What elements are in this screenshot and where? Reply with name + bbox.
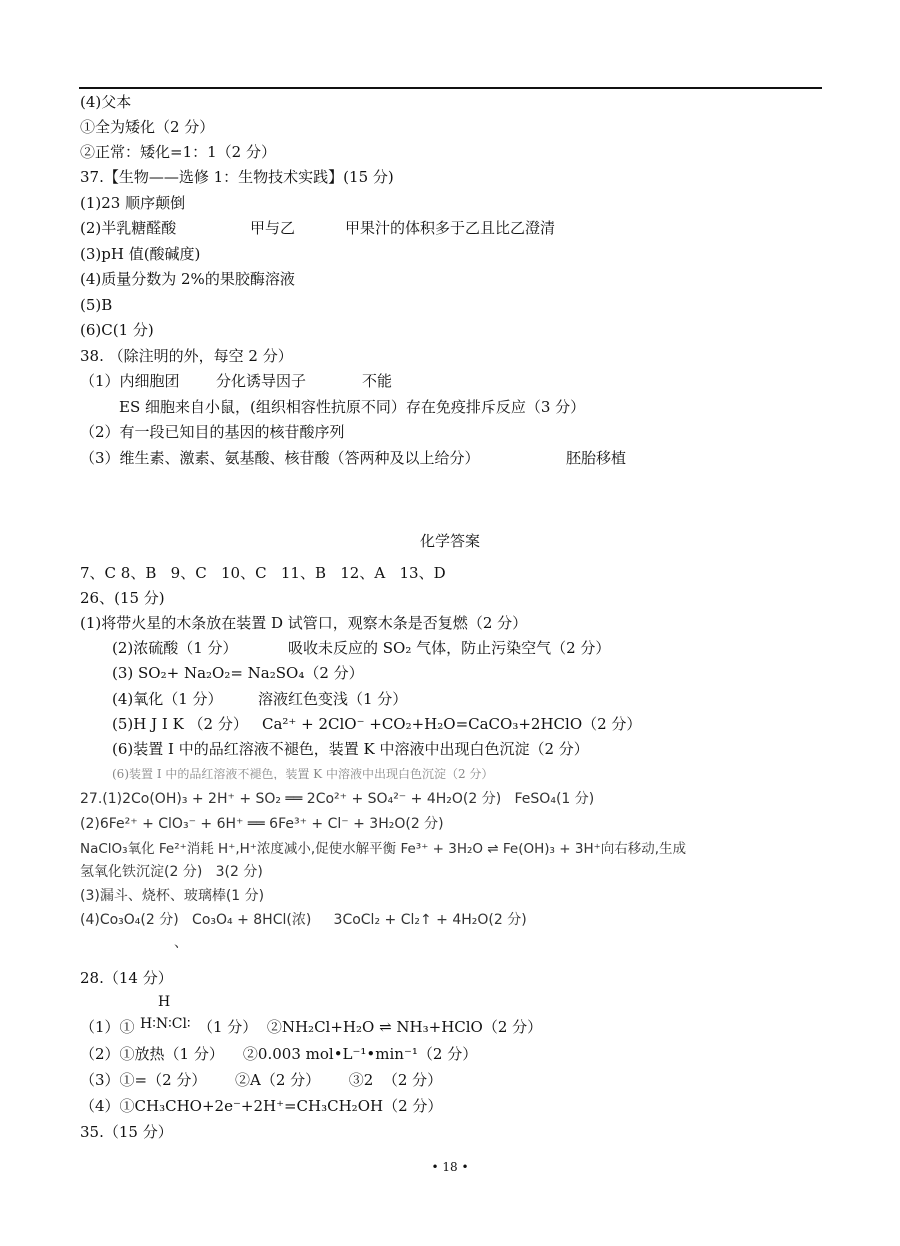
bio-q37-6: (6)C(1 分)	[80, 321, 154, 339]
bio-line-all-dwarf: ①全为矮化（2 分）	[80, 118, 215, 136]
bio-q37-2c: 甲果汁的体积多于乙且比乙澄清	[345, 219, 556, 237]
bio-q37-2b: 甲与乙	[250, 219, 296, 237]
bio-q38-3b: 胚胎移植	[566, 449, 627, 467]
chem-q27-5: (3)漏斗、烧杯、玻璃棒(1 分)	[80, 888, 265, 904]
chem-q28-lewis-top-h: H	[158, 994, 171, 1010]
header-rule	[79, 87, 822, 89]
bio-q38-1d: ES 细胞来自小鼠，(组织相容性抗原不同）存在免疫排斥反应（3 分）	[119, 398, 586, 416]
page-number: • 18 •	[431, 1160, 469, 1174]
chem-q28-1b: （1 分） ②NH₂Cl+H₂O ⇌ NH₃+HClO（2 分）	[198, 1018, 543, 1036]
bio-q37-4: (4)质量分数为 2%的果胶酶溶液	[80, 270, 295, 288]
bio-q38-1a: （1）内细胞团	[80, 372, 180, 390]
chem-q26-3: (3) SO₂+ Na₂O₂= Na₂SO₄（2 分）	[112, 664, 364, 682]
chem-q28-2: （2）①放热（1 分） ②0.003 mol•L⁻¹•min⁻¹（2 分）	[80, 1045, 478, 1063]
bio-q37-heading: 37.【生物——选修 1：生物技术实践】(15 分)	[80, 168, 394, 186]
bio-q37-5: (5)B	[80, 296, 113, 314]
chem-q26-heading: 26、(15 分)	[80, 589, 165, 607]
bio-q38-3a: （3）维生素、激素、氨基酸、核苷酸（答两种及以上给分）	[80, 449, 480, 467]
bio-q37-1: (1)23 顺序颠倒	[80, 194, 186, 212]
chem-q27-1: 27.(1)2Co(OH)₃ + 2H⁺ + SO₂ ══ 2Co²⁺ + SO₄²⁻ + 4H₂O(2 分) FeSO₄(1 分)	[80, 791, 595, 807]
chem-q26-4b: 溶液红色变浅（1 分）	[258, 690, 408, 708]
chem-q27-3: NaClO₃氧化 Fe²⁺消耗 H⁺,H⁺浓度减小,促使水解平衡 Fe³⁺ + 3H₂O ⇌ Fe(OH)₃ + 3H⁺向右移动,生成	[80, 841, 687, 857]
chem-q26-2b: 吸收未反应的 SO₂ 气体，防止污染空气（2 分）	[288, 639, 611, 657]
chem-mc-answers: 7、C 8、B 9、C 10、C 11、B 12、A 13、D	[80, 564, 446, 582]
bio-q37-2a: (2)半乳糖醛酸	[80, 219, 177, 237]
chem-q28-4: （4）①CH₃CHO+2e⁻+2H⁺=CH₃CH₂OH（2 分）	[80, 1097, 443, 1115]
chem-q27-4: 氢氧化铁沉淀(2 分) 3(2 分)	[80, 864, 263, 880]
bio-line-4-father: (4)父本	[80, 93, 132, 111]
chem-q27-stray-mark: 、	[174, 935, 188, 951]
chem-q27-2: (2)6Fe²⁺ + ClO₃⁻ + 6H⁺ ══ 6Fe³⁺ + Cl⁻ + 3H₂O(2 分)	[80, 816, 444, 832]
chem-q27-faint-overlap: (6)装置 I 中的品红溶液不褪色，装置 K 中溶液中出现白色沉淀（2 分）	[112, 768, 494, 780]
bio-line-ratio: ②正常：矮化=1：1（2 分）	[80, 143, 276, 161]
chem-q35-heading: 35.（15 分）	[80, 1123, 173, 1141]
chem-q28-lewis-formula: H∶N∶Cl∶	[140, 1016, 191, 1032]
chem-q26-5a: (5)H J I K （2 分）	[112, 715, 248, 733]
chem-q28-heading: 28.（14 分）	[80, 969, 173, 987]
bio-q38-1c: 不能	[362, 372, 393, 390]
chem-q26-5b: Ca²⁺ + 2ClO⁻ +CO₂+H₂O=CaCO₃+2HClO（2 分）	[262, 715, 642, 733]
chem-title: 化学答案	[419, 532, 480, 550]
bio-q38-2: （2）有一段已知目的基因的核苷酸序列	[80, 423, 345, 441]
chem-q26-1: (1)将带火星的木条放在装置 D 试管口，观察木条是否复燃（2 分）	[80, 614, 528, 632]
bio-q38-1b: 分化诱导因子	[216, 372, 307, 390]
bio-q37-3: (3)pH 值(酸碱度)	[80, 245, 201, 263]
bio-q38-heading: 38. （除注明的外，每空 2 分）	[80, 347, 293, 365]
chem-q26-2a: (2)浓硫酸（1 分）	[112, 639, 238, 657]
chem-q26-6: (6)装置 I 中的品红溶液不褪色，装置 K 中溶液中出现白色沉淀（2 分）	[112, 740, 589, 758]
chem-q28-3: （3）①=（2 分） ②A（2 分） ③2 （2 分）	[80, 1071, 443, 1089]
chem-q27-6: (4)Co₃O₄(2 分) Co₃O₄ + 8HCl(浓) 3CoCl₂ + Cl₂↑ + 4H₂O(2 分)	[80, 912, 527, 928]
chem-q26-4a: (4)氧化（1 分）	[112, 690, 223, 708]
chem-q28-1a: （1）①	[80, 1018, 135, 1036]
